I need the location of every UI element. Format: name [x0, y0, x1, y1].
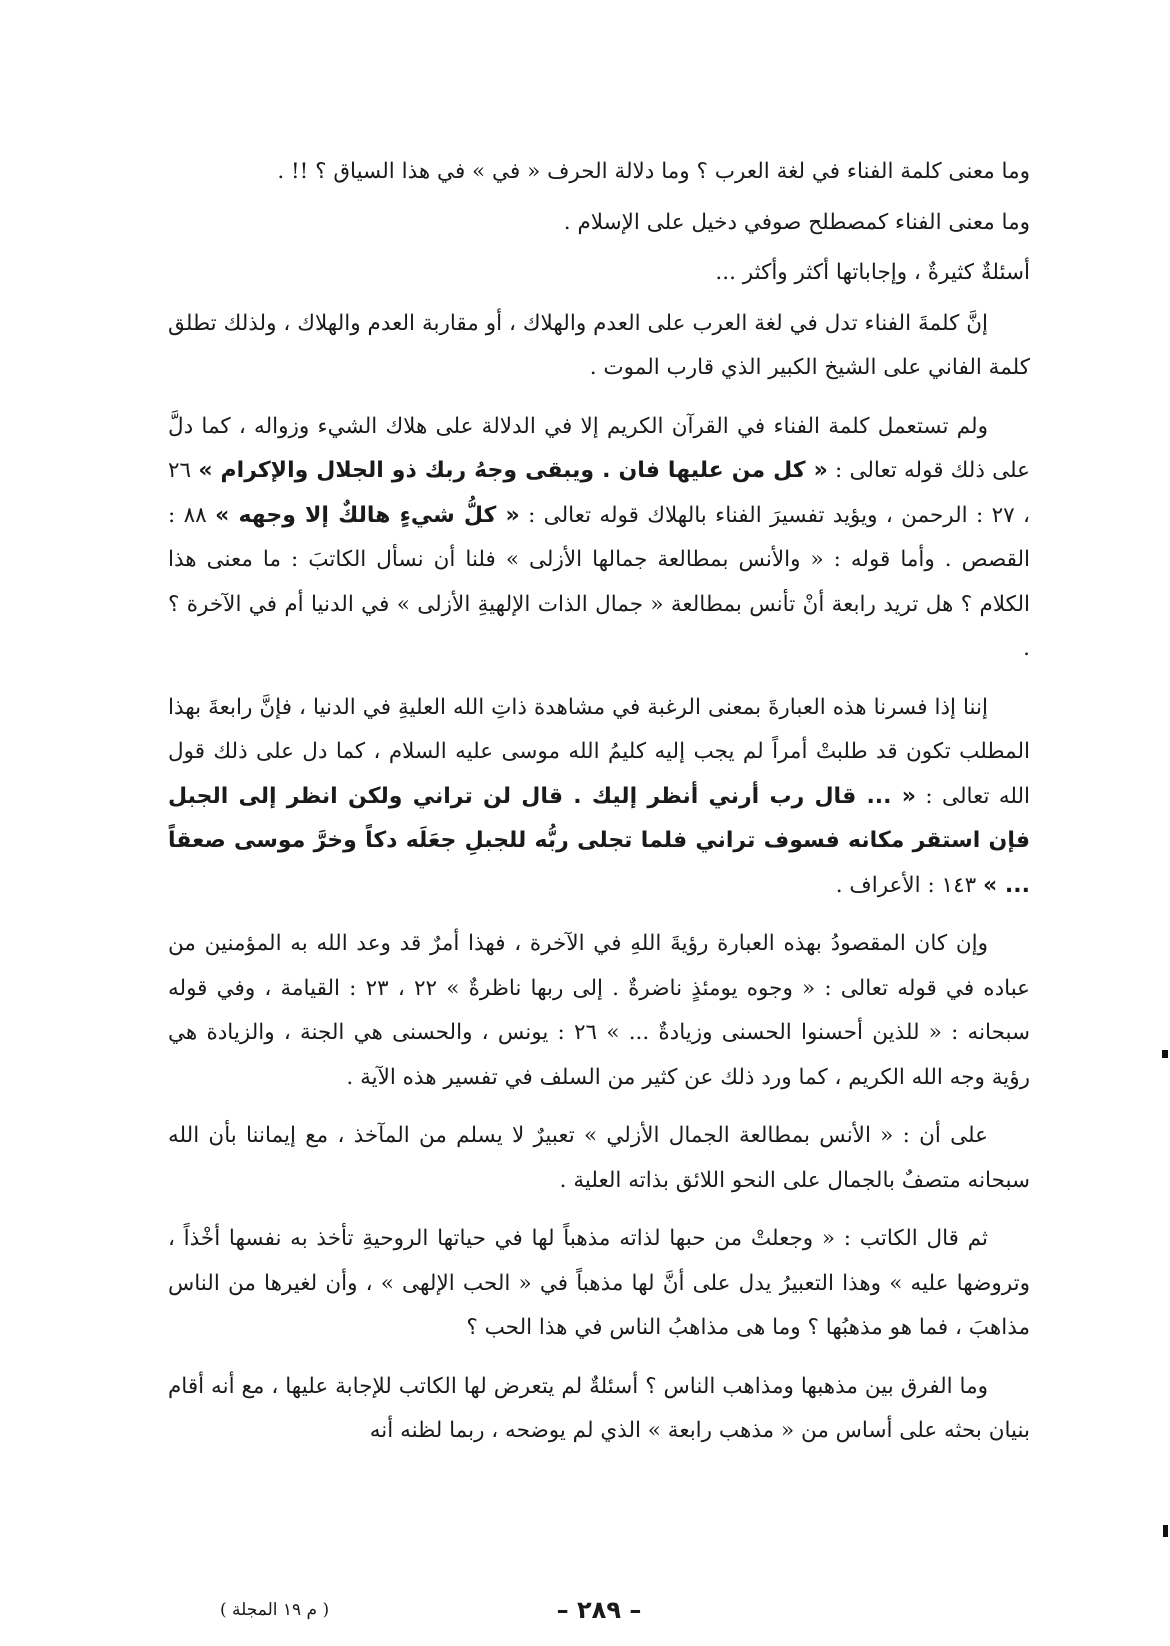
text-segment: ثم قال الكاتب : « وجعلتْ من حبها لذاته مذهباً لها في حياتها الروحيةِ تأخذ به نفسها أخْذاً ، وتروضها عليه » وهذا التعبيرُ يدل على أنَّ لها مذهباً في « الحب الإلهى » ، وأن لغيرها من الناس مذاهبَ ، فما هو مذهبُها ؟ وما هى مذاهبُ الناس في هذا الحب ؟ [168, 1226, 1030, 1340]
text-segment: وما الفرق بين مذهبها ومذاهب الناس ؟ أسئلةٌ لم يتعرض لها الكاتب للإجابة عليها ، مع أنه أقام بنيان بحثه على أساس من « مذهب رابعة » الذي لم يوضحه ، ربما لظنه أنه [168, 1373, 1030, 1443]
text-segment: ولم تستعمل كلمة الفناء في القرآن الكريم إلا في الدلالة على هلاك الشيء وزواله ، كما دلَّ على ذلك قوله تعالى : [168, 413, 1030, 483]
text-segment: وما معنى الفناء كمصطلح صوفي دخيل على الإسلام . [563, 209, 1030, 235]
text-segment: ٢٦ ، ٢٧ : الرحمن ، ويؤيد تفسيرَ الفناء بالهلاك قوله تعالى : [168, 458, 1030, 528]
text-segment: إننا إذا فسرنا هذه العبارةَ بمعنى الرغبة في مشاهدة ذاتِ الله العليةِ في الدنيا ، فإنَّ رابعةَ بهذا المطلب تكون قد طلبتْ أمراً لم يجب إليه كليمُ الله موسى عليه السلام ، كما دل على ذلك قول الله تعالى : [168, 694, 1031, 809]
paragraph [168, 1365, 1030, 1454]
paragraph [168, 1114, 1030, 1203]
text-segment: على أن : « الأنس بمطالعة الجمال الأزلي » تعبيرٌ لا يسلم من المآخذ ، مع إيماننا بأن الله سبحانه متصفٌ بالجمال على النحو اللائق بذاته العلية . [168, 1123, 1030, 1193]
paragraph [168, 1217, 1030, 1351]
journal-label: ( م ١٩ المجلة ) [220, 1600, 330, 1620]
paragraph [168, 251, 1030, 296]
quran-quote: « كل من عليها فان . ويبقى وجهُ ربك ذو الجلال والإكرام » [198, 458, 828, 483]
text-segment: إنَّ كلمةَ الفناء تدل في لغة العرب على العدم والهلاك ، أو مقاربة العدم والهلاك ، ولذلك تطلق كلمة الفاني على الشيخ الكبير الذي قارب الموت . [168, 310, 1030, 380]
page-number: – ٢٨٩ – [556, 1596, 642, 1624]
paragraph [168, 302, 1030, 391]
page-footer [168, 1596, 1030, 1636]
paragraph [168, 405, 1030, 672]
text-segment: ٨٨ : القصص . وأما قوله : « والأنس بمطالعة جمالها الأزلى » فلنا أن نسأل الكاتبَ : ما معنى هذا الكلام ؟ هل تريد رابعة أنْ تأنس بمطالعة « جمال الذات الإلهيةِ الأزلى » في الدنيا أم في الآخرة ؟ . [168, 502, 1030, 661]
paragraph [168, 150, 1030, 195]
text-segment: وما معنى كلمة الفناء في لغة العرب ؟ وما دلالة الحرف « في » في هذا السياق ؟ !! . [277, 159, 1030, 184]
text-segment: أسئلةٌ كثيرةٌ ، وإجاباتها أكثر وأكثر ... [715, 260, 1030, 285]
scan-edge-mark [1163, 1525, 1168, 1537]
quran-quote: « ... قال رب أرني أنظر إليك . قال لن تراني ولكن انظر إلى الجبل فإن استقر مكانه فسوف تراني فلما تجلى ربُّه للجبلِ جعَلَه دكاً وخرَّ موسى صعقاً ... » [168, 783, 1030, 898]
paragraph [168, 201, 1030, 246]
quran-quote: « كلُّ شيءٍ هالكٌ إلا وجهه » [215, 502, 520, 528]
paragraph [168, 922, 1030, 1100]
article-text [168, 150, 1030, 1468]
scan-edge-mark [1162, 1050, 1168, 1058]
text-segment: وإن كان المقصودُ بهذه العبارة رؤيةَ اللهِ في الآخرة ، فهذا أمرٌ قد وعد الله به المؤمنين من عباده في قوله تعالى : « وجوه يومئذٍ ناضرةٌ . إلى ربها ناظرةٌ » ٢٢ ، ٢٣ : القيامة ، وفي قوله سبحانه : « للذين أحسنوا الحسنى وزيادةٌ ... » ٢٦ : يونس ، والحسنى هي الجنة ، والزيادة هي رؤية وجه الله الكريم ، كما ورد ذلك عن كثير من السلف في تفسير هذه الآية . [168, 931, 1031, 1090]
text-segment: ١٤٣ : الأعراف . [835, 872, 984, 898]
paragraph [168, 686, 1030, 909]
